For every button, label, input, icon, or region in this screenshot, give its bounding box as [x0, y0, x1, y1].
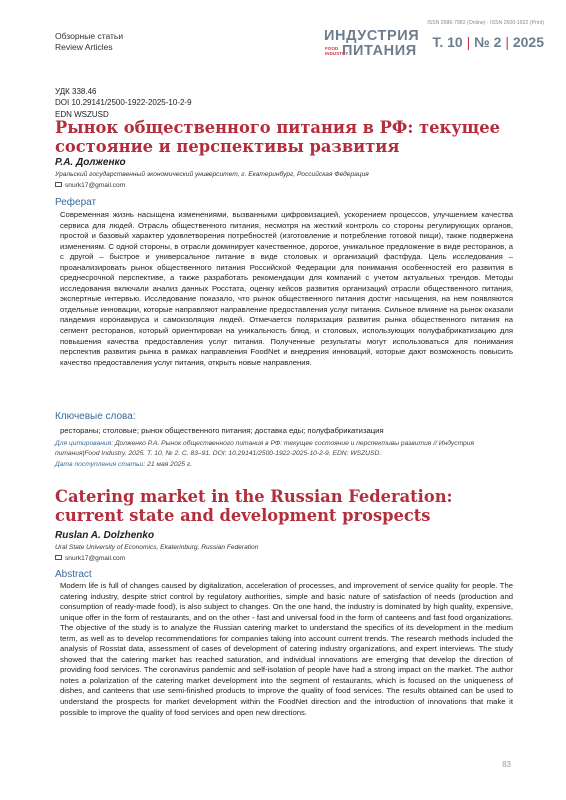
section-ru: Обзорные статьи	[55, 31, 124, 41]
keywords-heading-ru: Ключевые слова:	[55, 411, 136, 422]
volume: Т. 10	[432, 34, 463, 50]
citation-text: Долженко Р.А. Рынок общественного питания в РФ: текущее состояние и перспективы развития // Индустрия питания|Food Industry. 2025. Т. 10, № 2. С. 83–91. DOI: 10.29141/2500-1922-2025-10-2-9. EDN: WSZUSD.	[55, 440, 475, 457]
article-meta	[55, 86, 192, 120]
edn: EDN WSZUSD	[55, 109, 109, 119]
received-value: 21 мая 2025 г.	[147, 461, 193, 468]
section-en: Review Articles	[55, 42, 113, 52]
abstract-heading-en: Abstract	[55, 569, 92, 580]
citation	[55, 439, 513, 458]
issue: № 2	[474, 34, 502, 50]
logo-word-bottom: ПИТАНИЯ	[342, 43, 417, 59]
affiliation-ru: Уральский государственный экономический университет, г. Екатеринбург, Российская Федерация	[55, 171, 369, 178]
volume-issue-year	[432, 34, 544, 50]
received-date	[55, 461, 192, 468]
envelope-icon	[55, 555, 62, 560]
page-number: 83	[502, 760, 511, 769]
envelope-icon	[55, 182, 62, 187]
email-en[interactable]: snurk17@gmail.com	[55, 555, 125, 562]
keywords-ru: рестораны; столовые; рынок общественного питания; доставка еды; полуфабрикатизация	[60, 426, 384, 435]
issn-line: ISSN 2686-7982 (Online) · ISSN 2500-1922 (Print)	[427, 20, 544, 26]
affiliation-en: Ural State University of Economics, Ekaterinburg, Russian Federation	[55, 544, 259, 551]
year: 2025	[512, 34, 544, 50]
email-ru[interactable]: snurk17@gmail.com	[55, 182, 125, 189]
separator: |	[505, 34, 509, 50]
abstract-heading-ru: Реферат	[55, 197, 97, 208]
article-title-en: Catering market in the Russian Federation: current state and development prospects	[55, 487, 453, 525]
citation-label: Для цитирования:	[55, 440, 114, 447]
abstract-ru: Современная жизнь насыщена изменениями, вызванными цифровизацией, ускорением процессов, улучшением качества сервиса для людей. Отрасль общественного питания, несмотря на жесткий контроль со стороны регулирующих органов, простой и базовый характер удовлетворения потребностей (изготовление и потребление готовой пищи), также подвержена изменениям. С одной стороны, в отрасли доминирует качественное, дорогое, уникальное предложение в виде ресторанов, а с другой – быстрое и универсальное питание в виде столовых и организаций фастфуда. Цель исследования – проанализировать рынок общественного питания Российской Федерации для понимания особенностей его развития в среднесрочной перспективе, а также разработать рекомендации для компаний с учетом актуальных трендов. Методы исследования включали анализ данных Росстата, оценку кейсов развития организаций отрасли общественного питания, экспертные интервью. Исследование показало, что рынок общественного питания достиг насыщения, на нем появляются отдельные инновации, которые направляют направление предоставления услуг питания. Сильное влияние на рынок оказали пандемия коронавируса и самоизоляция людей. Отмечается поляризация развития рынка общественного питания на сегмент ресторанов, который ориентирован на уникальность блюд, и столовых, использующих полуфабрикатизацию для повышения качества предоставления услуг питания. Полученные результаты могут использоваться для понимания перспектив развития рынка в рамках направления FoodNet и внедрения инноваций, которые дают возможность повысить качество предоставления услуг питания, открыть новые направления.	[60, 210, 513, 367]
udk: УДК 338.46	[55, 87, 97, 96]
received-label: Дата поступления статьи:	[55, 461, 146, 468]
separator: |	[466, 34, 471, 50]
journal-section	[55, 31, 123, 53]
author-ru: Р.А. Долженко	[55, 157, 126, 168]
abstract-en: Modern life is full of changes caused by digitalization, acceleration of processes, and improvement of service quality for people. The catering industry, despite strict control by regulatory authorities, simple and basic nature of satisfaction of needs (production and consumption of ready-made food), is also subject to changes. On the one hand, the industry is dominated by high quality, expensive, unique offer in the form of restaurants, and on the other - fast and universal food in the form of canteens and fast food organizations. The objective of the study is to analyze the Russian catering market to understand the specifics of its development in the medium term, as well as to develop recommendations for companies taking into account current trends. The research methods included the analysis of Rosstat data, assessment of cases of development of catering industry organizations, and expert interviews. The study showed that the catering market has reached saturation, and individual innovations are emerging that develop the direction of providing food services. The coronavirus pandemic and self-isolation of people have had a strong impact on the market. The author notes a polarization of the catering market development into the segment of restaurants, which is focused on the uniqueness of dishes, and canteens that use semi-finished products to improve the quality of food services. The results obtained can be used to understand the prospects for market development within the FoodNet direction and the introduction of innovations that make it possible to improve the quality of food services and open new directions.	[60, 581, 513, 717]
logo-food-industry: FOOD INDUSTRY	[325, 46, 349, 56]
journal-logo	[324, 28, 434, 62]
logo-word-top: ИНДУСТРИЯ	[324, 28, 420, 44]
article-title-ru: Рынок общественного питания в РФ: текущее состояние и перспективы развития	[55, 118, 500, 156]
author-en: Ruslan A. Dolzhenko	[55, 530, 155, 541]
journal-header	[324, 20, 544, 64]
doi: DOI 10.29141/2500-1922-2025-10-2-9	[55, 98, 192, 108]
